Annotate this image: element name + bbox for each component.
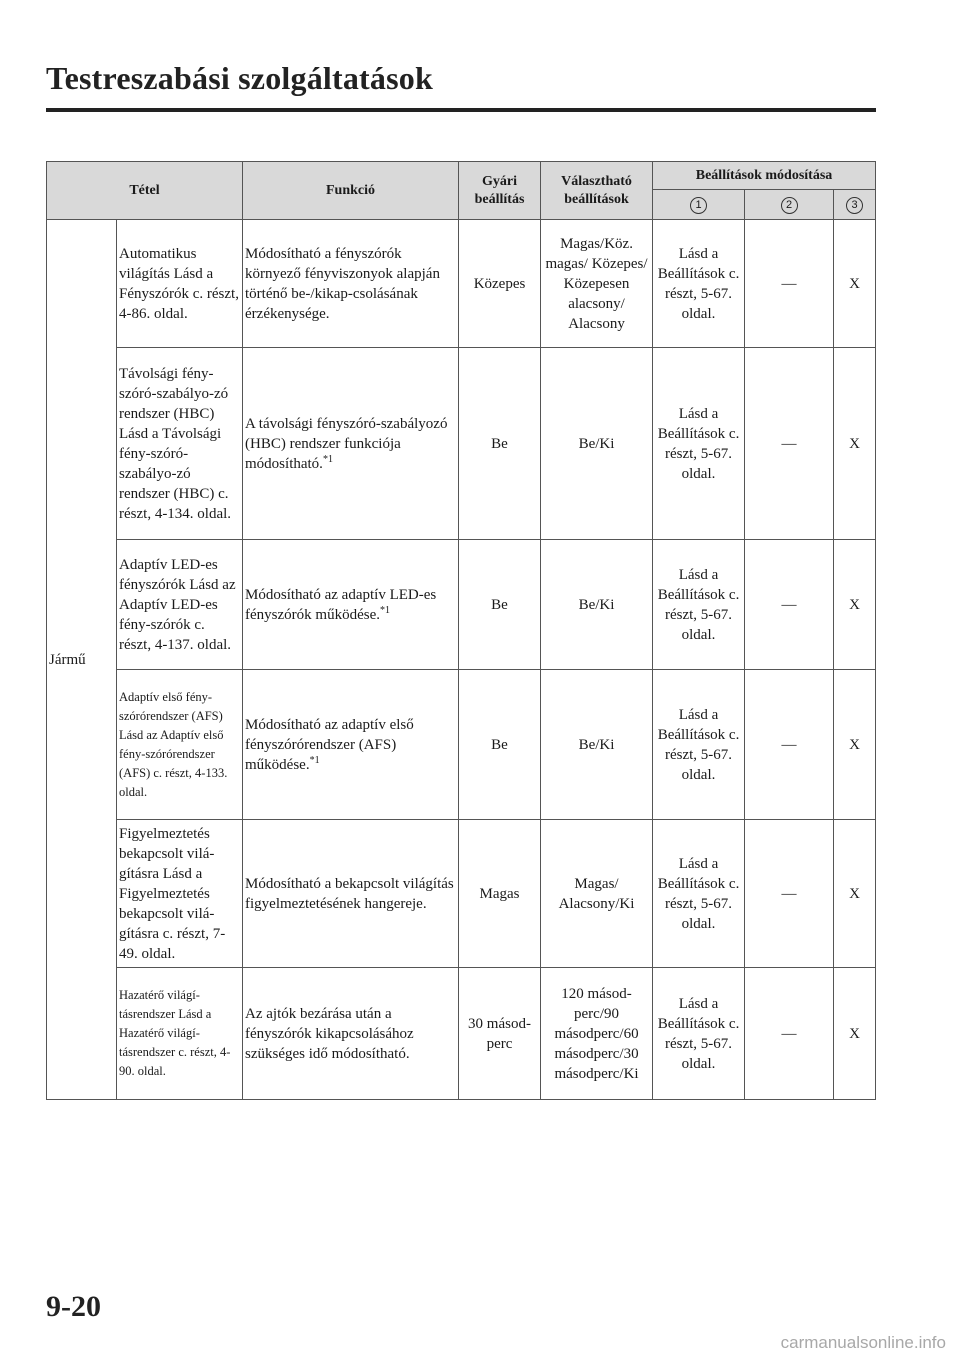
function-cell bbox=[243, 670, 459, 820]
function-text: Az ajtók bezárása után a fényszórók kikapcsolásához szükséges idő módosítható. bbox=[245, 1005, 414, 1062]
method1-cell: Lásd a Beállítások c. részt, 5-67. oldal. bbox=[653, 820, 745, 968]
header-selectable-settings: Választható beállítások bbox=[541, 162, 653, 220]
footnote-marker: *1 bbox=[379, 604, 390, 616]
item-cell: Távolsági fény-szóró-szabályo-zó rendszer (HBC) Lásd a Távolsági fény-szóró-szabályo-zó rendszer (HBC) c. részt, 4-134. oldal. bbox=[117, 348, 243, 540]
footnote-marker: *1 bbox=[322, 453, 333, 465]
header-function: Funkció bbox=[243, 162, 459, 220]
settings-table bbox=[46, 161, 876, 1100]
table-row bbox=[47, 220, 876, 348]
page-number: 9-20 bbox=[46, 1290, 101, 1323]
vehicle-group-label: Jármű bbox=[47, 220, 117, 1100]
item-cell: Adaptív első fény-szórórendszer (AFS) Lásd az Adaptív első fény-szórórendszer (AFS) c. részt, 4-133. oldal. bbox=[117, 670, 243, 820]
table-row bbox=[47, 968, 876, 1100]
method1-cell: Lásd a Beállítások c. részt, 5-67. oldal. bbox=[653, 348, 745, 540]
function-cell bbox=[243, 348, 459, 540]
selectable-cell: Be/Ki bbox=[541, 540, 653, 670]
method3-cell: X bbox=[834, 820, 876, 968]
header-method-2 bbox=[745, 190, 834, 220]
watermark-text: carmanualsonline.info bbox=[780, 1333, 946, 1352]
method1-cell: Lásd a Beállítások c. részt, 5-67. oldal. bbox=[653, 220, 745, 348]
method3-cell: X bbox=[834, 348, 876, 540]
header-method-3 bbox=[834, 190, 876, 220]
method1-cell: Lásd a Beállítások c. részt, 5-67. oldal. bbox=[653, 968, 745, 1100]
selectable-cell: Magas/Köz. magas/ Közepes/ Közepesen alacsony/ Alacsony bbox=[541, 220, 653, 348]
method3-cell: X bbox=[834, 670, 876, 820]
header-item: Tétel bbox=[47, 162, 243, 220]
function-cell bbox=[243, 968, 459, 1100]
function-cell bbox=[243, 540, 459, 670]
table-row bbox=[47, 670, 876, 820]
title-rule bbox=[46, 108, 876, 112]
header-factory-setting: Gyári beállítás bbox=[459, 162, 541, 220]
factory-cell: Be bbox=[459, 540, 541, 670]
selectable-cell: Be/Ki bbox=[541, 670, 653, 820]
function-text: Módosítható a fényszórók környező fényviszonyok alapján történő be-/kikap-csolásának érzékenysége. bbox=[245, 245, 440, 322]
method2-cell: — bbox=[745, 348, 834, 540]
selectable-cell: Be/Ki bbox=[541, 348, 653, 540]
function-text: Módosítható az adaptív első fényszórórendszer (AFS) működése. bbox=[245, 716, 414, 773]
factory-cell: 30 másod-perc bbox=[459, 968, 541, 1100]
item-cell: Automatikus világítás Lásd a Fényszórók c. részt, 4-86. oldal. bbox=[117, 220, 243, 348]
item-cell: Adaptív LED-es fényszórók Lásd az Adaptív LED-es fény-szórók c. részt, 4-137. oldal. bbox=[117, 540, 243, 670]
function-cell bbox=[243, 820, 459, 968]
factory-cell: Magas bbox=[459, 820, 541, 968]
selectable-cell: 120 másod-perc/90 másodperc/60 másodperc/30 másodperc/Ki bbox=[541, 968, 653, 1100]
circled-number-1-icon: 1 bbox=[690, 197, 707, 214]
factory-cell: Közepes bbox=[459, 220, 541, 348]
factory-cell: Be bbox=[459, 670, 541, 820]
method3-cell: X bbox=[834, 540, 876, 670]
header-settings-change: Beállítások módosítása bbox=[653, 162, 876, 190]
circled-number-3-icon: 3 bbox=[846, 197, 863, 214]
method1-cell: Lásd a Beállítások c. részt, 5-67. oldal. bbox=[653, 540, 745, 670]
header-method-1 bbox=[653, 190, 745, 220]
table-row bbox=[47, 348, 876, 540]
function-text: Módosítható az adaptív LED-es fényszórók működése. bbox=[245, 586, 437, 623]
item-cell: Hazatérő világí-tásrendszer Lásd a Hazatérő világí-tásrendszer c. részt, 4-90. oldal. bbox=[117, 968, 243, 1100]
method2-cell: — bbox=[745, 220, 834, 348]
method2-cell: — bbox=[745, 820, 834, 968]
method2-cell: — bbox=[745, 968, 834, 1100]
table-row bbox=[47, 540, 876, 670]
page-title: Testreszabási szolgáltatások bbox=[46, 60, 433, 96]
table-row bbox=[47, 820, 876, 968]
function-text: A távolsági fényszóró-szabályozó (HBC) rendszer funkciója módosítható. bbox=[245, 415, 448, 472]
footnote-marker: *1 bbox=[309, 754, 320, 766]
method3-cell: X bbox=[834, 968, 876, 1100]
method3-cell: X bbox=[834, 220, 876, 348]
method2-cell: — bbox=[745, 540, 834, 670]
item-cell: Figyelmeztetés bekapcsolt vilá-gításra Lásd a Figyelmeztetés bekapcsolt vilá-gításra c. részt, 7-49. oldal. bbox=[117, 820, 243, 968]
selectable-cell: Magas/ Alacsony/Ki bbox=[541, 820, 653, 968]
method1-cell: Lásd a Beállítások c. részt, 5-67. oldal. bbox=[653, 670, 745, 820]
function-cell bbox=[243, 220, 459, 348]
method2-cell: — bbox=[745, 670, 834, 820]
factory-cell: Be bbox=[459, 348, 541, 540]
function-text: Módosítható a bekapcsolt világítás figyelmeztetésének hangereje. bbox=[245, 875, 454, 912]
circled-number-2-icon: 2 bbox=[781, 197, 798, 214]
